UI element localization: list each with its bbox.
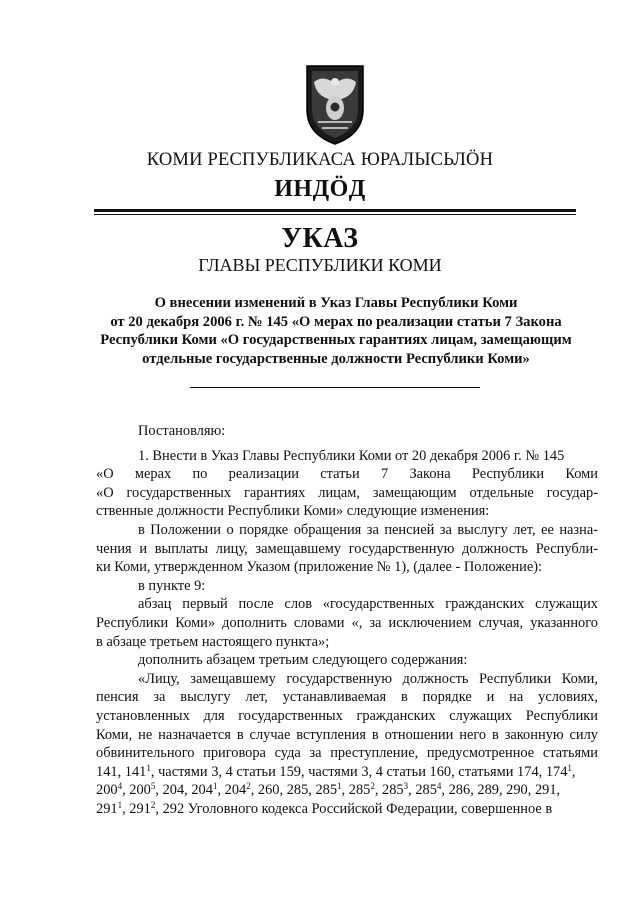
decree-body: [96, 422, 598, 818]
body-line: 1. Внести в Указ Главы Республики Коми от 20 декабря 2006 г. № 145: [138, 447, 565, 464]
body-line: в пункте 9:: [138, 577, 206, 594]
republic-name-komi: КОМИ РЕСПУБЛИКАСА ЮРАЛЫСЬЛÖН: [146, 150, 494, 170]
body-line: абзац первый после слов «государственных гражданских служащих: [138, 596, 598, 613]
decree-heading: УКАЗ: [281, 223, 359, 254]
body-line: в Положении о порядке обращения за пенсией за выслугу лет, ее назна-: [138, 521, 598, 538]
body-line: «О государственных гарантиях лицам, замещающим отдельные государ-: [96, 484, 598, 501]
body-line: обвинительного приговора суда за преступление, предусмотренное статьями: [96, 745, 598, 762]
body-line-articles: $291^1$, $291^2$, 292 Уголовного кодекса Российской Федерации, совершенное в: [96, 799, 553, 817]
body-line: дополнить абзацем третьим следующего содержания:: [138, 652, 468, 669]
issuer-heading: ГЛАВЫ РЕСПУБЛИКИ КОМИ: [198, 255, 442, 275]
body-line: установленных для государственных гражданских служащих Республики: [96, 707, 598, 724]
komi-coat-of-arms-icon: [304, 60, 366, 146]
title-line: О внесении изменений в Указ Главы Республики Коми: [154, 295, 518, 311]
body-line: «Лицу, замещавшему государственную должность Республики Коми,: [138, 670, 598, 687]
body-line: Республики Коми» дополнить словами «, за исключением случая, указанного: [96, 614, 598, 631]
body-line: в абзаце третьем настоящего пункта»;: [96, 633, 330, 650]
body-line: Постановляю:: [138, 423, 226, 439]
body-line-articles: 141, $141^1$, частями 3, 4 статьи 159, частями 3, 4 статьи 160, статьями 174, $174^1$,: [96, 762, 576, 780]
title-line: отдельные государственные должности Республики Коми»: [142, 350, 530, 367]
body-line: Коми, не назначается в случае вступления в отношении него в законную силу: [96, 726, 598, 743]
body-line: пенсия за выслугу лет, устанавливаемая в порядке и на условиях,: [96, 689, 598, 706]
body-line: ки Коми, утвержденном Указом (приложение № 1), (далее - Положение):: [96, 559, 543, 576]
title-line: от 20 декабря 2006 г. № 145 «О мерах по реализации статьи 7 Закона: [110, 313, 562, 330]
body-line: ственные должности Республики Коми» следующие изменения:: [96, 503, 490, 520]
body-line: чения и выплаты лицу, замещавшему государственную должность Республи-: [96, 540, 598, 557]
header-divider-thin: [94, 214, 576, 215]
body-line: «О мерах по реализации статьи 7 Закона Республики Коми: [96, 466, 598, 483]
title-divider: [190, 387, 480, 388]
decree-title: [94, 294, 578, 368]
title-line: Республики Коми «О государственных гарантиях лицам, замещающим: [100, 332, 572, 349]
decree-heading-komi: ИНДÖД: [274, 176, 366, 202]
body-line-articles: $200^4$, $200^5$, 204, $204^1$, $204^2$, 260, 285, $285^1$, $285^2$, $285^3$, $285^4$, 286, 289, 290, 291,: [96, 781, 561, 799]
header-divider-thick: [94, 209, 576, 212]
